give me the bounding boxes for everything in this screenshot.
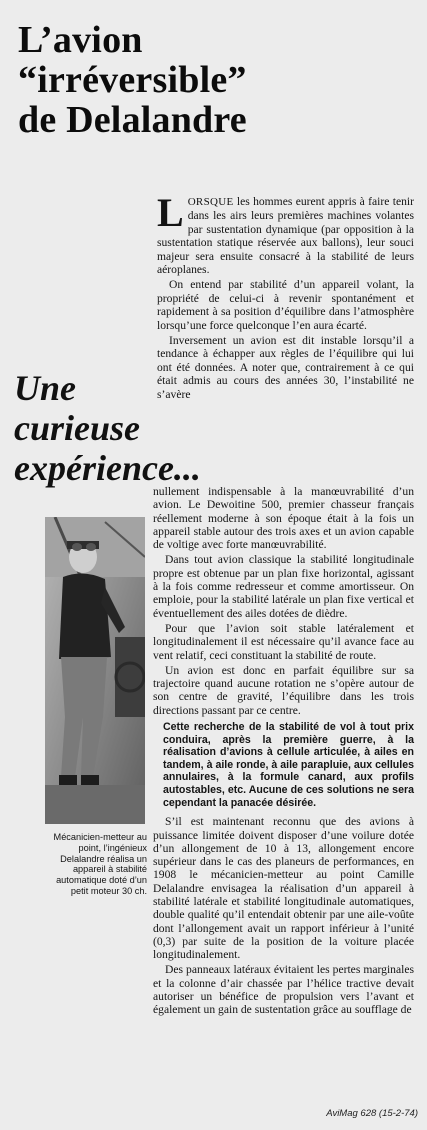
- article-title: [18, 20, 318, 140]
- title-line-1: L’avion: [18, 19, 143, 61]
- paragraph-5: Dans tout avion classique la stabilité longitudinale propre est obtenue par un plan fixe horizontal, agissant à la fois comme redresseur et comme amortisseur. On emploie, pour la stabilité latérale un plan fixe vertical et éventuellement des ailes dotées de dièdre.: [153, 553, 414, 620]
- subhead-line-3: expérience...: [14, 448, 201, 488]
- paragraph-9: Des panneaux latéraux évitaient les pertes marginales et la colonne d’air chassée par l’hélice tractive devait autoriser un bénéfice de propulsion vers l’avant et également un gain de sustentation grâce au soufflage de: [153, 963, 414, 1017]
- photo-illustration: [45, 517, 145, 824]
- article-column-bottom: [153, 485, 414, 1019]
- subhead-line-2: curieuse: [14, 408, 140, 448]
- paragraph-6: Pour que l’avion soit stable latéralement et longitudinalement il est nécessaire qu’il avance face au vent relatif, ceci constituant la stabilité de route.: [153, 621, 414, 662]
- mechanic-photo: [45, 517, 145, 824]
- paragraph-1-text: les hommes eurent appris à faire tenir dans les airs leurs premières machines volantes par sustentation dynamique (par opposition à la sustentation statique réservée aux ballons), leur souci majeur sera ensuite consacré à la stabilité de leurs aéroplanes.: [157, 195, 414, 277]
- section-subhead: [14, 368, 244, 488]
- paragraph-8: S’il est maintenant reconnu que des avions à puissance limitée doivent disposer d’une voilure dotée d’un allongement de 10 à 13, allongement encore supérieur dans le cas des planeurs de performances, en 1908 le mécanicien-metteur au point Camille Delalandre envisagea la réalisation d’un appareil à stabilité latérale et stabilité longitudinale automatiques, double qualité qu’il entendait obtenir par une aile-voûte dont l’allongement avait un rapport inférieur à l’unité (0,3) par suite de la position de la voiture placée longitudinalement.: [153, 815, 414, 962]
- photo-caption: Mécanicien-metteur au point, l’ingénieux Delalandre réalisa un appareil à stabilité automatique doté d’un petit moteur 30 ch.: [53, 832, 147, 896]
- title-line-3: de Delalandre: [18, 99, 247, 141]
- title-line-2: “irréversible”: [18, 59, 247, 101]
- paragraph-2: On entend par stabilité d’un appareil volant, la propriété de celui-ci à revenir spontanément et rapidement à sa position d’équilibre dans l’atmosphère lorsqu’une force quelconque l’en aura écarté.: [157, 278, 414, 332]
- paragraph-1: [157, 190, 414, 277]
- lead-caps: ORSQUE: [187, 196, 234, 208]
- paragraph-7: Un avion est donc en parfait équilibre sur sa trajectoire quand aucune rotation ne s’opère autour de son centre de gravité, l’équilibre dans les trois directions passant par ce centre.: [153, 663, 414, 717]
- paragraph-3: Inversement un avion est dit instable lorsqu’il a tendance à échapper aux règles de l’équilibre qui lui ont été données. A noter que, contrairement à ce qui était admis au cours des années 30, l’instabilité ne s’avère: [157, 334, 414, 401]
- highlight-paragraph: Cette recherche de la stabilité de vol à tout prix conduira, après la première guerre, à la réalisation d’avions à cellule articulée, à ailes en tandem, à aile ronde, à aile parapluie, aux cellules annulaires, à la formule canard, aux profils autostables, etc. Aucune de ces solutions ne sera cependant la panacée désirée.: [163, 721, 414, 809]
- paragraph-4: nullement indispensable à la manœuvrabilité d’un avion. Le Dewoitine 500, premier chasseur français réellement moderne à son époque était à la fois un appareil stable autour des trois axes et un avion capable de voltige avec forte manœuvrabilité.: [153, 485, 414, 552]
- subhead-line-1: Une: [14, 368, 76, 408]
- source-footer: AviMag 628 (15-2-74): [326, 1108, 418, 1119]
- drop-cap: L: [157, 190, 184, 235]
